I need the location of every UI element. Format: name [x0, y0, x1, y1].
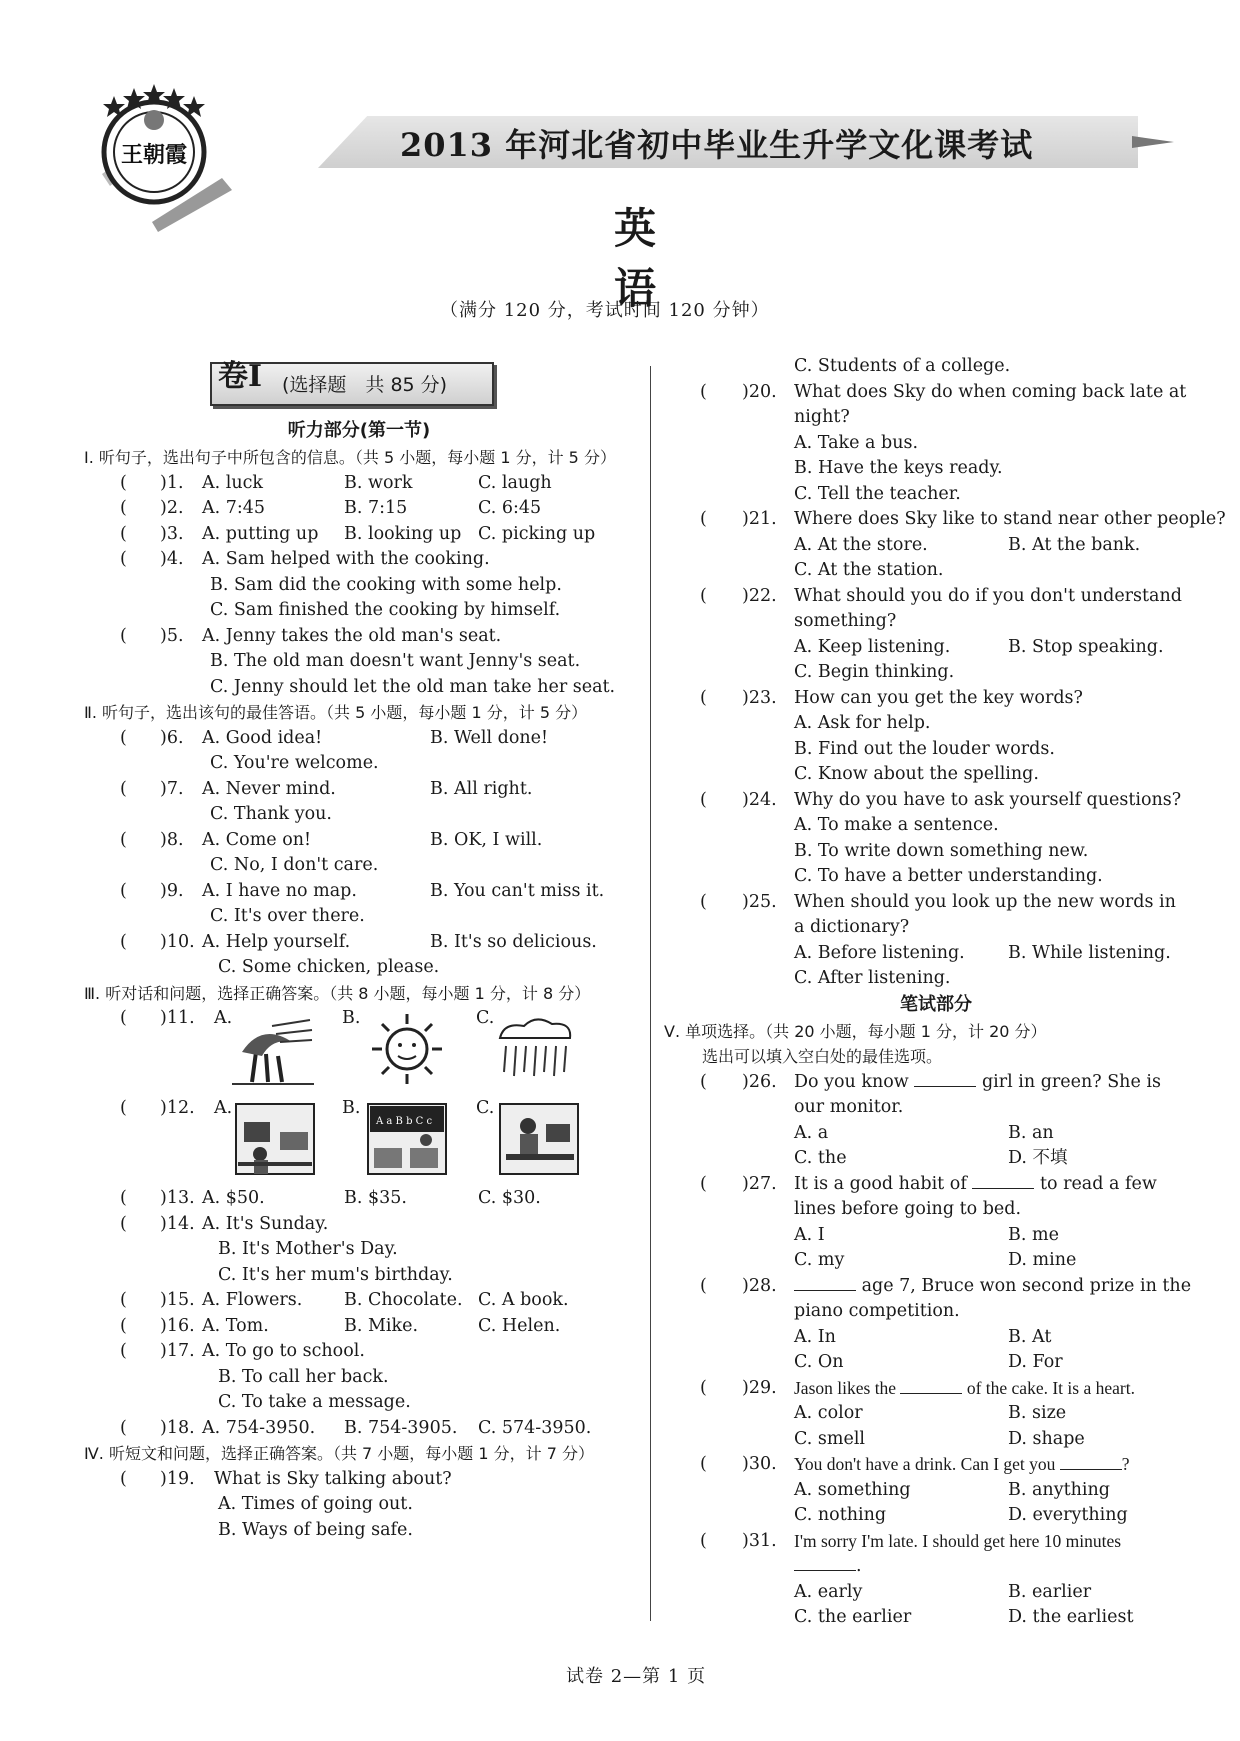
option-b[interactable]: B. Mike.: [344, 1315, 419, 1336]
svg-text:王朝霞: 王朝霞: [120, 142, 188, 168]
part-title: [84, 360, 634, 414]
option-a[interactable]: A. Sam helped with the cooking.: [202, 549, 490, 569]
option-a[interactable]: A. Ask for help.: [794, 713, 931, 733]
question-text: age 7, Bruce won second prize in the: [794, 1274, 1191, 1300]
option-d[interactable]: D. 不填: [1008, 1148, 1068, 1168]
part-number: 卷Ⅰ: [218, 359, 263, 394]
question-4: ( )4. A. Sam helped with the cooking.: [84, 547, 634, 573]
section-1-instructions: Ⅰ. 听句子，选出句子中所包含的信息。（共 5 小题，每小题 1 分，计 5 分）: [84, 448, 616, 467]
question-21: ( )21. Where does Sky like to stand near other people?: [666, 507, 1206, 533]
option-a[interactable]: A. It's Sunday.: [202, 1213, 329, 1234]
option-b[interactable]: B. At the bank.: [1008, 534, 1141, 555]
option-b[interactable]: B. earlier: [1008, 1581, 1092, 1602]
section-4-instructions: Ⅳ. 听短文和问题，选择正确答案。（共 7 小题，每小题 1 分，计 7 分）: [84, 1444, 594, 1463]
exam-title: 2013 年河北省初中毕业生升学文化课考试: [400, 126, 1034, 164]
computer-room-picture[interactable]: [234, 1102, 316, 1176]
option-b[interactable]: B. anything: [1008, 1479, 1110, 1500]
section-5-subinstructions: 选出可以填入空白处的最佳选项。: [702, 1047, 943, 1066]
option-b[interactable]: B. At: [1008, 1326, 1052, 1347]
option-a[interactable]: A. early: [794, 1581, 863, 1602]
option-a[interactable]: A. At the store.: [794, 534, 928, 555]
option-c[interactable]: C. Jenny should let the old man take her seat.: [210, 676, 616, 697]
option-b[interactable]: B. Find out the louder words.: [794, 738, 1055, 759]
classroom-picture[interactable]: [366, 1102, 448, 1176]
option-a[interactable]: A. Help yourself.: [202, 931, 351, 952]
option-a[interactable]: A. I have no map.: [202, 880, 357, 901]
option-a[interactable]: A. To go to school.: [202, 1341, 365, 1361]
option-b[interactable]: B. It's so delicious.: [430, 931, 597, 952]
question-text: Do you know girl in green? She is: [794, 1071, 1161, 1092]
option-a[interactable]: A. Times of going out.: [218, 1494, 413, 1514]
section-5-instructions: Ⅴ. 单项选择。（共 20 小题，每小题 1 分，计 20 分）: [664, 1021, 1047, 1041]
option-a[interactable]: A. Jenny takes the old man's seat.: [202, 625, 502, 646]
option-b[interactable]: B. an: [1008, 1122, 1054, 1143]
column-divider: [650, 366, 651, 1621]
office-picture[interactable]: [498, 1102, 580, 1176]
option-c[interactable]: C. To take a message.: [218, 1392, 411, 1412]
option-c[interactable]: C. A book.: [478, 1290, 569, 1310]
question-30: ( )30. You don't have a drink. Can I get you ?: [666, 1452, 1206, 1478]
option-c[interactable]: C. Some chicken, please.: [218, 957, 440, 977]
question-text: What should you do if you don't understand: [794, 585, 1182, 606]
question-text: I'm sorry I'm late. I should get here 10 minutes: [794, 1530, 1122, 1551]
part-title-box: [210, 359, 494, 406]
question-3: ( )3. A. putting up B. looking up C. picking up: [84, 522, 634, 548]
option-b[interactable]: B. To write down something new.: [794, 840, 1089, 861]
option-b[interactable]: B. 754-3905.: [344, 1417, 458, 1438]
option-c[interactable]: C. You're welcome.: [210, 753, 379, 773]
option-d[interactable]: D. shape: [1008, 1428, 1085, 1449]
svg-text:A a B b C c: A a B b C c: [376, 1116, 433, 1127]
question-13: ( )13. A. $50. B. $35. C. $30.: [84, 1186, 634, 1212]
option-b[interactable]: B. Chocolate.: [344, 1290, 463, 1310]
option-c[interactable]: C. Helen.: [478, 1315, 561, 1336]
question-26: ( )26. Do you know girl in green? She is: [666, 1070, 1206, 1096]
option-a[interactable]: A. color: [794, 1403, 863, 1423]
option-b[interactable]: B. It's Mother's Day.: [218, 1239, 398, 1259]
option-b[interactable]: B. size: [1008, 1403, 1067, 1423]
option-c[interactable]: C. the earlier: [794, 1607, 912, 1627]
option-d[interactable]: D. mine: [1008, 1250, 1077, 1270]
left-column: [84, 360, 634, 1543]
question-text: When should you look up the new words in: [794, 891, 1176, 912]
option-c[interactable]: C. Know about the spelling.: [794, 764, 1039, 784]
option-b[interactable]: B. $35.: [344, 1188, 407, 1208]
subject-title: 英 语: [613, 204, 686, 313]
question-8: ( )8. A. Come on! B. OK, I will.: [84, 828, 634, 854]
option-a[interactable]: A. Flowers.: [202, 1290, 303, 1310]
question-text: You don't have a drink. Can I get you ?: [794, 1454, 1130, 1474]
question-text: Jason likes the of the cake. It is a heart.: [794, 1377, 1135, 1398]
option-a[interactable]: A. 754-3950.: [202, 1417, 316, 1438]
written-heading: 笔试部分: [900, 993, 972, 1015]
question-14: ( )14. A. It's Sunday.: [84, 1212, 634, 1238]
score-info: （满分 120 分，考试时间 120 分钟）: [440, 300, 770, 321]
option-b[interactable]: B. OK, I will.: [430, 829, 543, 850]
option-a[interactable]: A. Tom.: [202, 1315, 269, 1336]
option-a[interactable]: A. Come on!: [202, 829, 312, 850]
option-b[interactable]: B. You can't miss it.: [430, 880, 605, 901]
option-c[interactable]: C. Tell the teacher.: [794, 483, 961, 504]
question-29: ( )29. Jason likes the of the cake. It is a heart.: [666, 1376, 1206, 1402]
option-b[interactable]: B. All right.: [430, 778, 533, 799]
question-18: ( )18. A. 754-3950. B. 754-3905. C. 574-3950.: [84, 1416, 634, 1442]
question-20: ( )20. What does Sky do when coming back late at: [666, 380, 1206, 406]
option-c[interactable]: C. laugh: [478, 472, 552, 493]
option-a[interactable]: A. putting up: [202, 523, 319, 544]
question-text: What does Sky do when coming back late at: [794, 381, 1187, 402]
question-22: ( )22. What should you do if you don't understand: [666, 584, 1206, 610]
publisher-logo: [92, 82, 232, 232]
answer-blank[interactable]: [794, 1276, 856, 1291]
option-c[interactable]: C. nothing: [794, 1505, 887, 1525]
answer-blank[interactable]: [1060, 1455, 1122, 1470]
option-c[interactable]: C. After listening.: [794, 968, 951, 988]
question-27: ( )27. It is a good habit of to read a few: [666, 1172, 1206, 1198]
option-a[interactable]: A. luck: [202, 472, 264, 493]
option-b[interactable]: B. me: [1008, 1224, 1059, 1245]
rainy-weather-picture[interactable]: [494, 1012, 576, 1086]
option-a[interactable]: A. Before listening.: [794, 942, 965, 963]
option-d[interactable]: D. everything: [1008, 1505, 1128, 1525]
option-c[interactable]: C. picking up: [478, 523, 596, 544]
option-a[interactable]: A. $50.: [202, 1188, 265, 1208]
option-a[interactable]: A. a: [794, 1122, 829, 1143]
question-text: Where does Sky like to stand near other people?: [794, 509, 1226, 529]
option-c[interactable]: C. 6:45: [478, 498, 542, 518]
option-c[interactable]: C. Students of a college.: [794, 356, 1011, 376]
option-b[interactable]: B. work: [344, 472, 413, 493]
question-5: ( )5. A. Jenny takes the old man's seat.: [84, 624, 634, 650]
option-c[interactable]: C. Sam finished the cooking by himself.: [210, 600, 561, 620]
section-2-instructions: Ⅱ. 听句子，选出该句的最佳答语。（共 5 小题，每小题 1 分，计 5 分）: [84, 703, 588, 722]
option-c[interactable]: C. my: [794, 1250, 845, 1270]
option-c[interactable]: C. Begin thinking.: [794, 662, 955, 682]
option-c[interactable]: C. To have a better understanding.: [794, 866, 1103, 886]
question-1: ( )1. A. luck B. work C. laugh: [84, 471, 634, 497]
option-c[interactable]: C. smell: [794, 1428, 866, 1449]
option-c[interactable]: C. On: [794, 1352, 844, 1372]
answer-blank[interactable]: [914, 1072, 976, 1087]
question-10: ( )10. A. Help yourself. B. It's so delicious.: [84, 930, 634, 956]
option-b[interactable]: B. To call her back.: [218, 1366, 389, 1387]
question-6: ( )6. A. Good idea! B. Well done!: [84, 726, 634, 752]
option-c[interactable]: C. At the station.: [794, 560, 944, 580]
option-c[interactable]: C. No, I don't care.: [210, 855, 379, 875]
option-a[interactable]: A. Keep listening.: [794, 636, 951, 657]
option-b[interactable]: B. The old man doesn't want Jenny's seat.: [210, 651, 581, 671]
option-c[interactable]: C. the: [794, 1148, 847, 1168]
option-a[interactable]: A. Good idea!: [202, 727, 323, 748]
option-d[interactable]: D. For: [1008, 1352, 1063, 1372]
answer-blank[interactable]: [794, 1556, 856, 1571]
question-17: ( )17. A. To go to school.: [84, 1339, 634, 1365]
option-b[interactable]: B. Sam did the cooking with some help.: [210, 574, 562, 595]
question-23: ( )23. How can you get the key words?: [666, 686, 1206, 712]
question-2: ( )2. A. 7:45 B. 7:15 C. 6:45: [84, 496, 634, 522]
listening-heading: 听力部分(第一节): [287, 420, 431, 441]
question-text: Why do you have to ask yourself questions?: [794, 789, 1182, 810]
answer-blank[interactable]: [900, 1379, 962, 1394]
question-31: ( )31. I'm sorry I'm late. I should get here 10 minutes: [666, 1529, 1206, 1555]
option-c[interactable]: C. Thank you.: [210, 804, 332, 824]
option-b[interactable]: B. While listening.: [1008, 942, 1171, 963]
question-24: ( )24. Why do you have to ask yourself questions?: [666, 788, 1206, 814]
question-16: ( )16. A. Tom. B. Mike. C. Helen.: [84, 1314, 634, 1340]
question-19: ( )19. What is Sky talking about?: [84, 1467, 634, 1493]
banner-arrow: [1132, 136, 1174, 148]
section-3-instructions: Ⅲ. 听对话和问题，选择正确答案。（共 8 小题，每小题 1 分，计 8 分）: [84, 983, 591, 1003]
question-9: ( )9. A. I have no map. B. You can't miss it.: [84, 879, 634, 905]
option-a[interactable]: A. I: [794, 1224, 825, 1245]
option-b[interactable]: B. 7:15: [344, 498, 408, 518]
question-12: ( )12. A. B. A a B b C c C.: [84, 1096, 634, 1186]
option-c[interactable]: C. $30.: [478, 1188, 541, 1208]
question-15: ( )15. A. Flowers. B. Chocolate. C. A book.: [84, 1288, 634, 1314]
option-a[interactable]: A. In: [794, 1326, 836, 1347]
question-text: What is Sky talking about?: [214, 1468, 452, 1489]
option-b[interactable]: B. Ways of being safe.: [218, 1519, 413, 1540]
question-28: ( )28. age 7, Bruce won second prize in the: [666, 1274, 1206, 1300]
option-b[interactable]: B. Have the keys ready.: [794, 458, 1003, 478]
option-c[interactable]: C. It's her mum's birthday.: [218, 1264, 453, 1285]
right-column: C. Students of a college. ( )20. What does Sky do when coming back late at night? A. Take a bus. B. Have the keys ready. C. Tell the teacher. ( )21. Where does Sky like to stand near other people? A. At the store. B. At the bank. C. At the station. ( )22. What should you do if you don't understand something? A. Keep listening. B. Stop speaking. C. Begin thinking. ( )23. How can you get the key words? A. Ask for help. B. Find out the louder words. C. Know about the spelling. ( )24. Why do you have to ask yourself questions? A. To make a sentence. B. To write down something new. C. To have a better understanding. ( )25. When should you look up the new words in a dictionary? A. Before listening. B. While listening. C. After listening. 笔试部分 Ⅴ. 单项选择。（共 20 小题，每小题 1 分，计 20 分） 选出可以填入空白处的最佳选项。 ( )26. Do you know girl in green? She is our monitor. A. a B. an C. the D. 不填 ( )27. It is a good habit of to read a few lines before going to bed. A. I B. me C. my D. mine ( )28. age 7, Bruce won second prize in the piano competition. A. In B. At C. On D. For ( )29. Jason likes the of the cake. It is a heart. A. color B. size C. smell D. shape ( )30. You don't have a drink. Can I get you ? A. something B. anything C. nothing D. everything ( )31. I'm sorry I'm late. I should get here 10 minutes . A. early B. earlier C. the earlier D. the earliest: [666, 360, 1206, 1631]
part-subtitle: (选择题 共 85 分): [282, 374, 448, 396]
option-a[interactable]: A. something: [794, 1479, 911, 1500]
option-a[interactable]: A. 7:45: [202, 498, 266, 518]
option-c[interactable]: C. It's over there.: [210, 906, 365, 926]
page-number: 试卷 2—第 1 页: [566, 1666, 707, 1687]
question-7: ( )7. A. Never mind. B. All right.: [84, 777, 634, 803]
question-text: It is a good habit of to read a few: [794, 1173, 1157, 1194]
question-11: ( )11. A. B. C.: [84, 1006, 634, 1096]
option-a[interactable]: A. To make a sentence.: [794, 815, 999, 835]
question-text: How can you get the key words?: [794, 687, 1083, 708]
answer-blank[interactable]: [972, 1174, 1034, 1189]
option-d[interactable]: D. the earliest: [1008, 1607, 1134, 1627]
option-b[interactable]: B. Well done!: [430, 727, 549, 748]
option-a[interactable]: A. Take a bus.: [794, 432, 919, 453]
option-b[interactable]: B. Stop speaking.: [1008, 636, 1164, 657]
question-25: ( )25. When should you look up the new words in: [666, 890, 1206, 916]
option-a[interactable]: A. Never mind.: [202, 778, 336, 799]
windy-weather-picture[interactable]: [232, 1012, 314, 1086]
option-b[interactable]: B. looking up: [344, 523, 462, 544]
option-c[interactable]: C. 574-3950.: [478, 1417, 592, 1438]
sunny-weather-picture[interactable]: [366, 1012, 448, 1086]
